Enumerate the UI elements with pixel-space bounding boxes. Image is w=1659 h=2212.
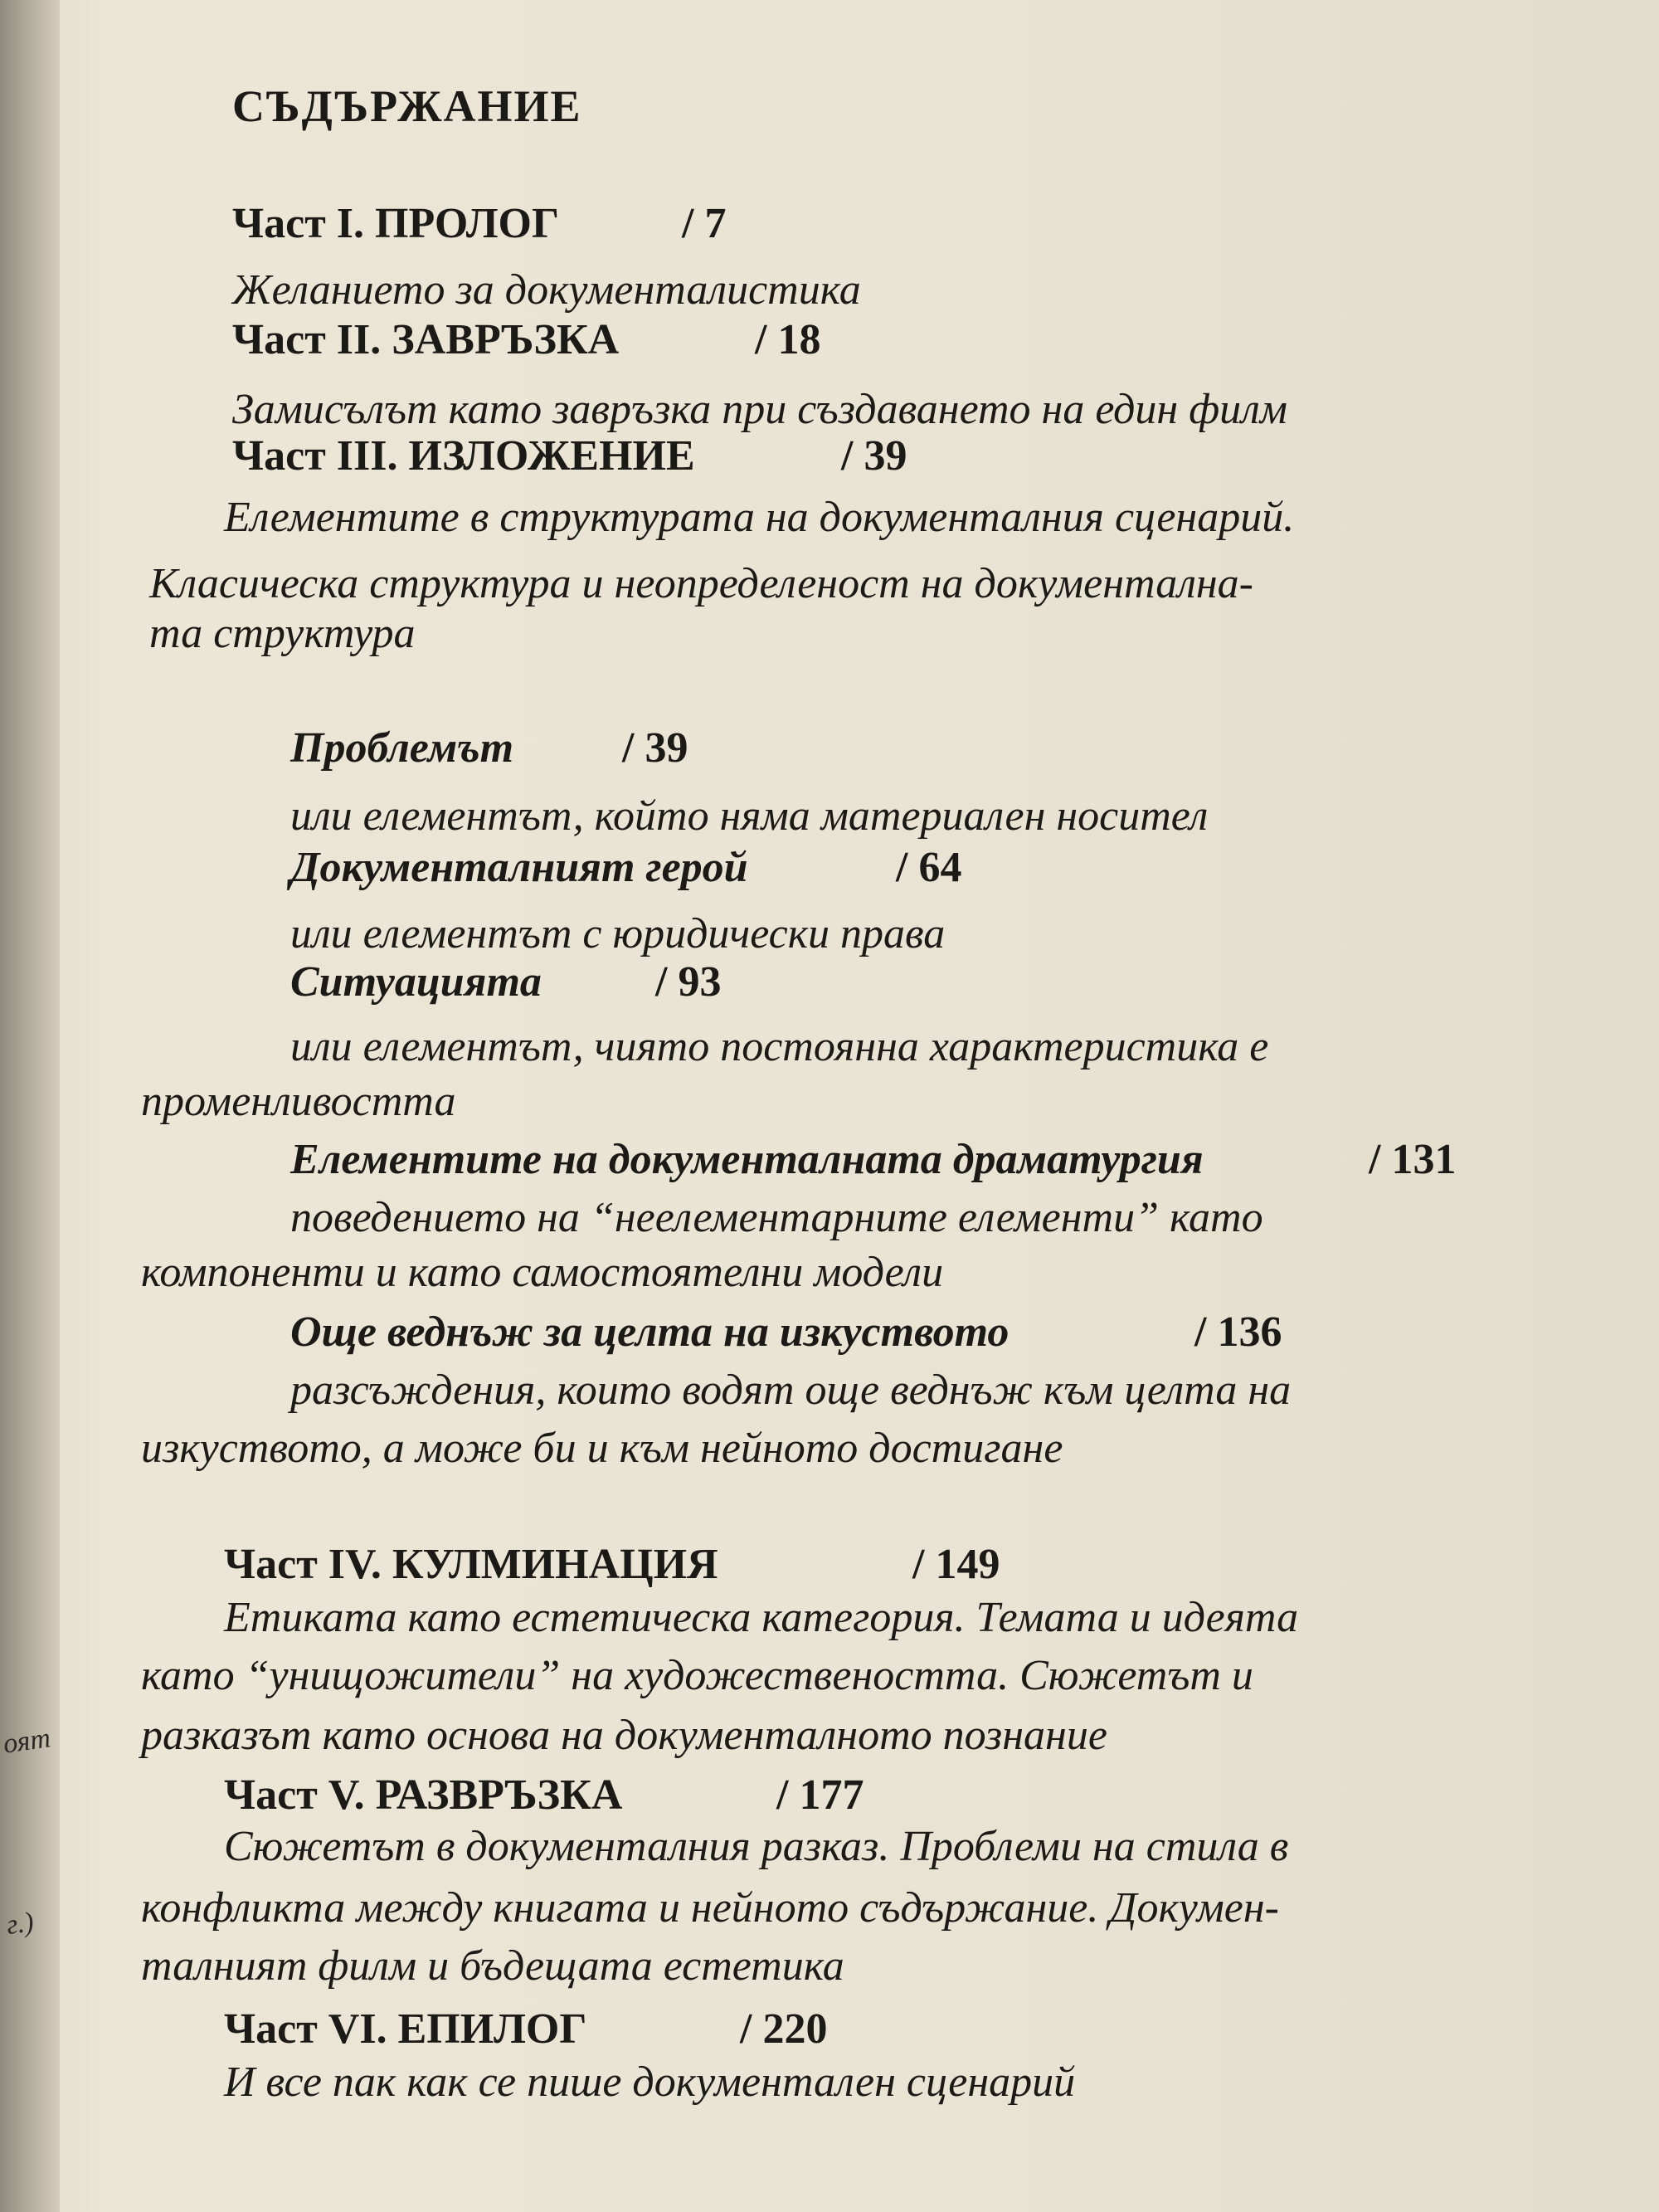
toc-heading: СЪДЪРЖАНИЕ (232, 81, 582, 131)
part-1-title: Част I. ПРОЛОГ (232, 200, 560, 247)
section-3-desc-2: променливостта (141, 1078, 456, 1125)
section-1-page: / 39 (622, 724, 688, 772)
part-4-desc-2: като “унищожители” на художествеността. Сюжетът и (141, 1652, 1253, 1699)
part-5-page: / 177 (776, 1771, 864, 1819)
section-3-title: Ситуацията (290, 958, 542, 1006)
part-4-desc-3: разказът като основа на документалното познание (141, 1712, 1107, 1759)
part-5-desc-1: Сюжетът в документалния разказ. Проблеми на стила в (224, 1823, 1289, 1870)
section-4-desc-1: поведението на “неелементарните елементи” като (290, 1194, 1263, 1241)
section-2-desc: или елементът с юридически права (290, 910, 946, 957)
part-3-desc-2: Класическа структура и неопределеност на документална- (149, 560, 1253, 607)
section-2-title: Документалният герой (290, 844, 748, 891)
part-4-desc-1: Етиката като естетическа категория. Темата и идеята (224, 1594, 1299, 1641)
part-5-desc-2: конфликта между книгата и нейното съдържание. Докумен- (141, 1884, 1279, 1932)
section-5-title: Още веднъж за целта на изкуството (290, 1308, 1010, 1356)
section-4-page: / 131 (1369, 1136, 1457, 1183)
part-3-page: / 39 (841, 432, 907, 480)
section-4-title: Елементите на документалната драматургия (290, 1136, 1204, 1183)
part-1-page: / 7 (682, 200, 727, 247)
section-5-desc-2: изкуството, а може би и към нейното достигане (141, 1425, 1063, 1472)
section-3-desc-1: или елементът, чиято постоянна характеристика е (290, 1023, 1269, 1070)
part-1-desc: Желанието за документалистика (232, 266, 861, 314)
section-2-page: / 64 (896, 844, 962, 891)
section-5-desc-1: разсъждения, които водят още веднъж към целта на (290, 1367, 1292, 1414)
margin-note-2: г.) (4, 1906, 36, 1942)
part-3-desc-3: та структура (149, 610, 416, 657)
part-6-title: Част VI. ЕПИЛОГ (224, 2005, 587, 2053)
part-2-desc: Замисълът като завръзка при създаването на един филм (232, 386, 1287, 433)
margin-note-1: оят (1, 1722, 53, 1760)
part-3-desc-1: Елементите в структурата на документалния сценарий. (224, 494, 1295, 541)
part-4-page: / 149 (912, 1541, 1000, 1588)
part-6-page: / 220 (740, 2005, 828, 2053)
part-3-title: Част III. ИЗЛОЖЕНИЕ (232, 432, 695, 480)
part-4-title: Част IV. КУЛМИНАЦИЯ (224, 1541, 718, 1588)
part-2-page: / 18 (755, 316, 821, 363)
part-2-title: Част II. ЗАВРЪЗКА (232, 316, 620, 363)
part-5-desc-3: талният филм и бъдещата естетика (141, 1942, 844, 1990)
section-1-desc: или елементът, който няма материален носител (290, 792, 1209, 840)
part-5-title: Част V. РАЗВРЪЗКА (224, 1771, 623, 1819)
section-3-page: / 93 (655, 958, 722, 1006)
section-4-desc-2: компоненти и като самостоятелни модели (141, 1249, 944, 1296)
section-1-title: Проблемът (290, 724, 514, 772)
section-5-page: / 136 (1194, 1308, 1282, 1356)
part-6-desc: И все пак как се пише документален сценарий (224, 2059, 1076, 2106)
